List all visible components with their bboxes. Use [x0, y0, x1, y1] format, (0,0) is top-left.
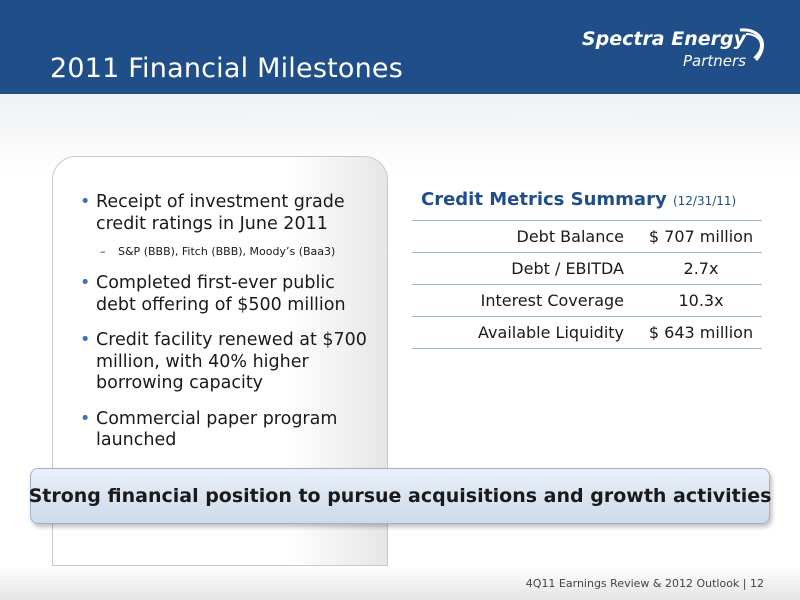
list-item-text: Commercial paper program launched — [96, 408, 338, 450]
summary-banner — [30, 468, 770, 524]
list-item — [80, 273, 380, 316]
row-label: Available Liquidity — [412, 317, 640, 349]
bullet-icon: • — [80, 330, 91, 350]
table-row — [412, 253, 762, 285]
page-title: 2011 Financial Milestones — [50, 53, 403, 84]
table-row — [412, 317, 762, 349]
logo-sub-text: Partners — [682, 52, 746, 70]
dash-icon: – — [100, 245, 106, 258]
row-value: 10.3x — [640, 285, 762, 317]
row-value: 2.7x — [640, 253, 762, 285]
credit-metrics-title — [421, 189, 736, 210]
footer-text: 4Q11 Earnings Review & 2012 Outlook | 12 — [525, 577, 764, 590]
list-item-text: Completed first-ever public debt offering of $500 million — [96, 273, 346, 315]
logo-main-text: Spectra Energy — [581, 28, 746, 50]
sub-list-item — [96, 245, 380, 259]
list-item-text: Credit facility renewed at $700 million, with 40% higher borrowing capacity — [96, 330, 367, 393]
credit-metrics-table — [412, 220, 762, 349]
row-label: Debt / EBITDA — [412, 253, 640, 285]
row-label: Interest Coverage — [412, 285, 640, 317]
row-value: $ 643 million — [640, 317, 762, 349]
table-row — [412, 285, 762, 317]
credit-metrics-title-text: Credit Metrics Summary — [421, 189, 667, 210]
credit-metrics-date: (12/31/11) — [672, 194, 737, 208]
list-item — [80, 192, 380, 259]
bullet-icon: • — [80, 408, 91, 429]
sub-list-item-text: S&P (BBB), Fitch (BBB), Moody’s (Baa3) — [118, 245, 336, 258]
bullet-icon: • — [80, 273, 91, 293]
milestones-list — [80, 192, 380, 466]
row-value: $ 707 million — [640, 221, 762, 253]
company-logo — [581, 26, 774, 78]
bullet-icon: • — [80, 192, 91, 212]
summary-banner-text: Strong financial position to pursue acquisitions and growth activities — [28, 485, 772, 507]
list-item — [80, 409, 380, 452]
table-row — [412, 221, 762, 253]
list-item — [80, 330, 380, 395]
row-label: Debt Balance — [412, 221, 640, 253]
list-item-text: Receipt of investment grade credit ratings in June 2011 — [96, 192, 345, 234]
